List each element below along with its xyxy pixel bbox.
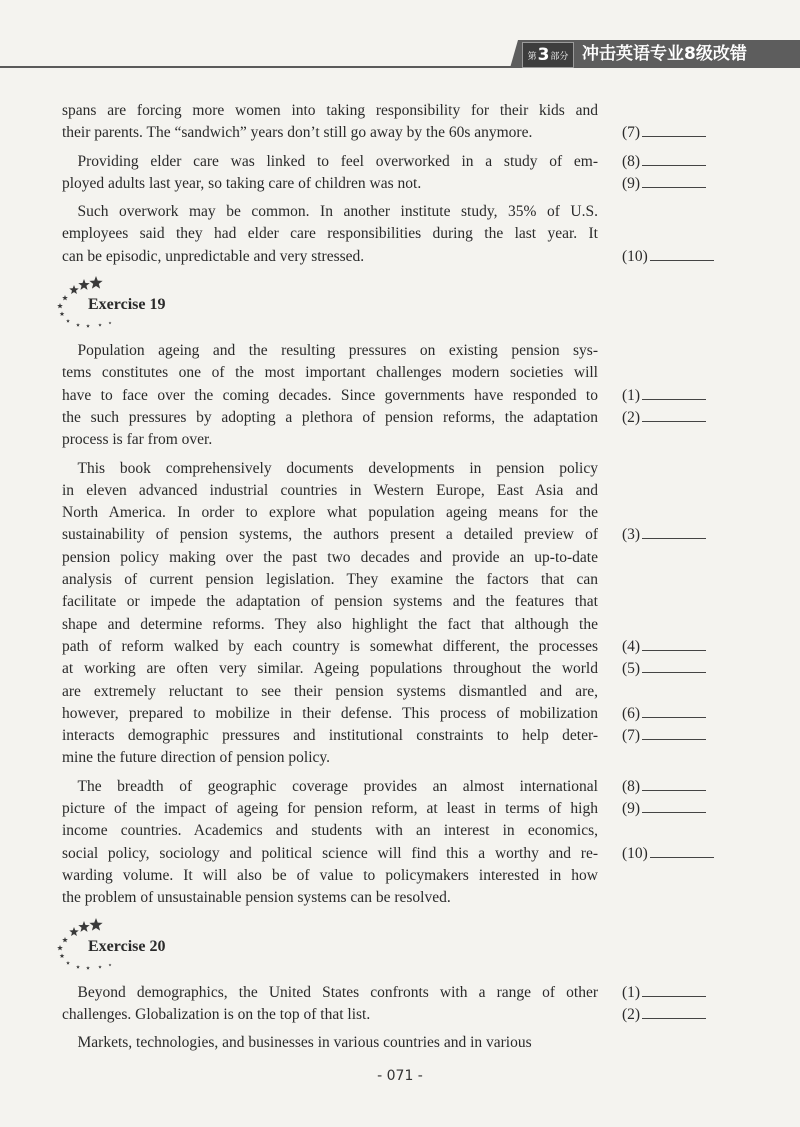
paragraph — [62, 201, 742, 268]
part-label-post: 部分 — [550, 51, 569, 62]
item-number: (5) — [622, 660, 641, 678]
answer-slot[interactable] — [622, 122, 732, 144]
text-line — [62, 636, 742, 658]
line-text: Providing elder care was linked to feel overworked in a study of em- — [62, 152, 598, 170]
part-badge — [522, 42, 574, 68]
item-number: (1) — [622, 983, 641, 1001]
answer-slot[interactable] — [622, 703, 732, 725]
line-text: warding volume. It will also be of value to policymakers interested in how — [62, 866, 598, 884]
answer-blank[interactable] — [642, 658, 706, 673]
answer-blank[interactable] — [650, 843, 714, 858]
line-text: challenges. Globalization is on the top of that list. — [62, 1005, 371, 1023]
answer-blank[interactable] — [642, 407, 706, 422]
text-line — [62, 151, 742, 173]
answer-blank[interactable] — [642, 524, 706, 539]
line-text: the such pressures by adopting a plethora of pension reforms, the adaptation — [62, 408, 598, 426]
line-text: can be episodic, unpredictable and very stressed. — [62, 247, 365, 265]
page-number: - 071 - — [377, 1068, 423, 1084]
paragraph — [62, 1032, 742, 1054]
answer-blank[interactable] — [642, 636, 706, 651]
line-text: employees said they had elder care responsibilities during the last year. It — [62, 225, 598, 243]
paragraph — [62, 776, 742, 910]
item-number: (10) — [622, 844, 648, 862]
item-number: (3) — [622, 526, 641, 544]
text-line — [62, 798, 742, 820]
line-text: Markets, technologies, and businesses in various countries and in various — [62, 1034, 532, 1052]
book-title: 冲击英语专业8级改错 — [582, 44, 747, 64]
exercise-heading — [62, 916, 742, 976]
answer-blank[interactable] — [650, 246, 714, 261]
item-number: (4) — [622, 637, 641, 655]
paragraph — [62, 982, 742, 1027]
text-line — [62, 362, 742, 384]
line-text: tems constitutes one of the most important challenges modern societies will — [62, 364, 598, 382]
line-text: their parents. The “sandwich” years don’t still go away by the 60s anymore. — [62, 124, 533, 142]
text-line — [62, 887, 742, 909]
text-line — [62, 1032, 742, 1054]
line-text: have to face over the coming decades. Since governments have responded to — [62, 386, 598, 404]
answer-slot[interactable] — [622, 636, 732, 658]
text-line — [62, 614, 742, 636]
text-line — [62, 547, 742, 569]
answer-slot[interactable] — [622, 843, 732, 865]
line-text: path of reform walked by each country is somewhat different, the processes — [62, 637, 598, 655]
answer-slot[interactable] — [622, 798, 732, 820]
line-text: in eleven advanced industrial countries in Western Europe, East Asia and — [62, 481, 598, 499]
line-text: North America. In order to explore what population ageing means for the — [62, 504, 598, 522]
text-line — [62, 458, 742, 480]
answer-slot[interactable] — [622, 173, 732, 195]
answer-slot[interactable] — [622, 246, 732, 268]
paragraph — [62, 151, 742, 196]
text-line — [62, 385, 742, 407]
text-line — [62, 407, 742, 429]
text-line — [62, 100, 742, 122]
line-text: at working are often very similar. Ageing populations throughout the world — [62, 660, 598, 678]
text-line — [62, 591, 742, 613]
line-text: process is far from over. — [62, 431, 213, 449]
item-number: (9) — [622, 800, 641, 818]
header-rule — [0, 66, 520, 68]
text-line — [62, 865, 742, 887]
line-text: interacts demographic pressures and institutional constraints to help deter- — [62, 727, 598, 745]
text-line — [62, 681, 742, 703]
answer-slot[interactable] — [622, 982, 732, 1004]
answer-slot[interactable] — [622, 776, 732, 798]
answer-blank[interactable] — [642, 122, 706, 137]
item-number: (1) — [622, 386, 641, 404]
paragraph — [62, 340, 742, 451]
line-text: mine the future direction of pension policy. — [62, 749, 331, 767]
part-label-pre: 第 — [527, 51, 537, 62]
line-text: shape and determine reforms. They also highlight the fact that although the — [62, 615, 598, 633]
item-number: (2) — [622, 1005, 641, 1023]
answer-blank[interactable] — [642, 982, 706, 997]
line-text: picture of the impact of ageing for pension reform, at least in terms of high — [62, 800, 598, 818]
line-text: This book comprehensively documents developments in pension policy — [62, 459, 598, 477]
text-line — [62, 223, 742, 245]
text-line — [62, 122, 742, 144]
text-line — [62, 1004, 742, 1026]
line-text: Such overwork may be common. In another institute study, 35% of U.S. — [62, 203, 598, 221]
text-line — [62, 246, 742, 268]
answer-blank[interactable] — [642, 798, 706, 813]
text-line — [62, 982, 742, 1004]
item-number: (8) — [622, 152, 641, 170]
text-line — [62, 843, 742, 865]
answer-slot[interactable] — [622, 1004, 732, 1026]
answer-blank[interactable] — [642, 173, 706, 188]
paragraph — [62, 100, 742, 145]
answer-blank[interactable] — [642, 725, 706, 740]
item-number: (9) — [622, 174, 641, 192]
answer-slot[interactable] — [622, 385, 732, 407]
line-text: facilitate or impede the adaptation of pension systems and the features that — [62, 593, 598, 611]
line-text: sustainability of pension systems, the authors present a detailed preview of — [62, 526, 598, 544]
text-line — [62, 725, 742, 747]
line-text: spans are forcing more women into taking responsibility for their kids and — [62, 102, 598, 119]
text-line — [62, 776, 742, 798]
line-text: are extremely reluctant to see their pension systems dismantled and are, — [62, 682, 598, 700]
answer-slot[interactable] — [622, 524, 732, 546]
answer-slot[interactable] — [622, 725, 732, 747]
answer-blank[interactable] — [642, 385, 706, 400]
item-number: (6) — [622, 704, 641, 722]
exercise-title: Exercise 19 — [88, 296, 166, 314]
line-text: pension policy making over the past two decades and provide an up-to-date — [62, 548, 598, 566]
item-number: (7) — [622, 124, 641, 142]
line-text: social policy, sociology and political science will find this a worthy and re- — [62, 844, 598, 862]
text-line — [62, 747, 742, 769]
answer-slot[interactable] — [622, 658, 732, 680]
page-body — [62, 100, 742, 1060]
line-text: Population ageing and the resulting pressures on existing pension sys- — [62, 342, 598, 360]
text-line — [62, 658, 742, 680]
exercise-heading — [62, 274, 742, 334]
line-text: however, prepared to mobilize in their defense. This process of mobilization — [62, 704, 598, 722]
line-text: the problem of unsustainable pension systems can be resolved. — [62, 889, 451, 907]
text-line — [62, 340, 742, 362]
answer-slot[interactable] — [622, 151, 732, 173]
text-line — [62, 480, 742, 502]
text-line — [62, 429, 742, 451]
line-text: The breadth of geographic coverage provides an almost international — [62, 777, 598, 795]
exercise-title: Exercise 20 — [88, 937, 166, 955]
answer-blank[interactable] — [642, 151, 706, 166]
text-line — [62, 569, 742, 591]
text-line — [62, 502, 742, 524]
part-number: 3 — [537, 45, 550, 65]
item-number: (7) — [622, 727, 641, 745]
line-text: Beyond demographics, the United States confronts with a range of other — [62, 983, 598, 1001]
text-line — [62, 703, 742, 725]
text-line — [62, 820, 742, 842]
line-text: analysis of current pension legislation. They examine the factors that can — [62, 571, 598, 589]
answer-blank[interactable] — [642, 776, 706, 791]
item-number: (8) — [622, 777, 641, 795]
paragraph — [62, 458, 742, 770]
text-line — [62, 173, 742, 195]
line-text: ployed adults last year, so taking care of children was not. — [62, 174, 422, 192]
text-line — [62, 201, 742, 223]
answer-blank[interactable] — [642, 703, 706, 718]
item-number: (2) — [622, 408, 641, 426]
text-line — [62, 524, 742, 546]
answer-slot[interactable] — [622, 407, 732, 429]
item-number: (10) — [622, 247, 648, 265]
answer-blank[interactable] — [642, 1004, 706, 1019]
line-text: income countries. Academics and students with an interest in economics, — [62, 822, 598, 840]
